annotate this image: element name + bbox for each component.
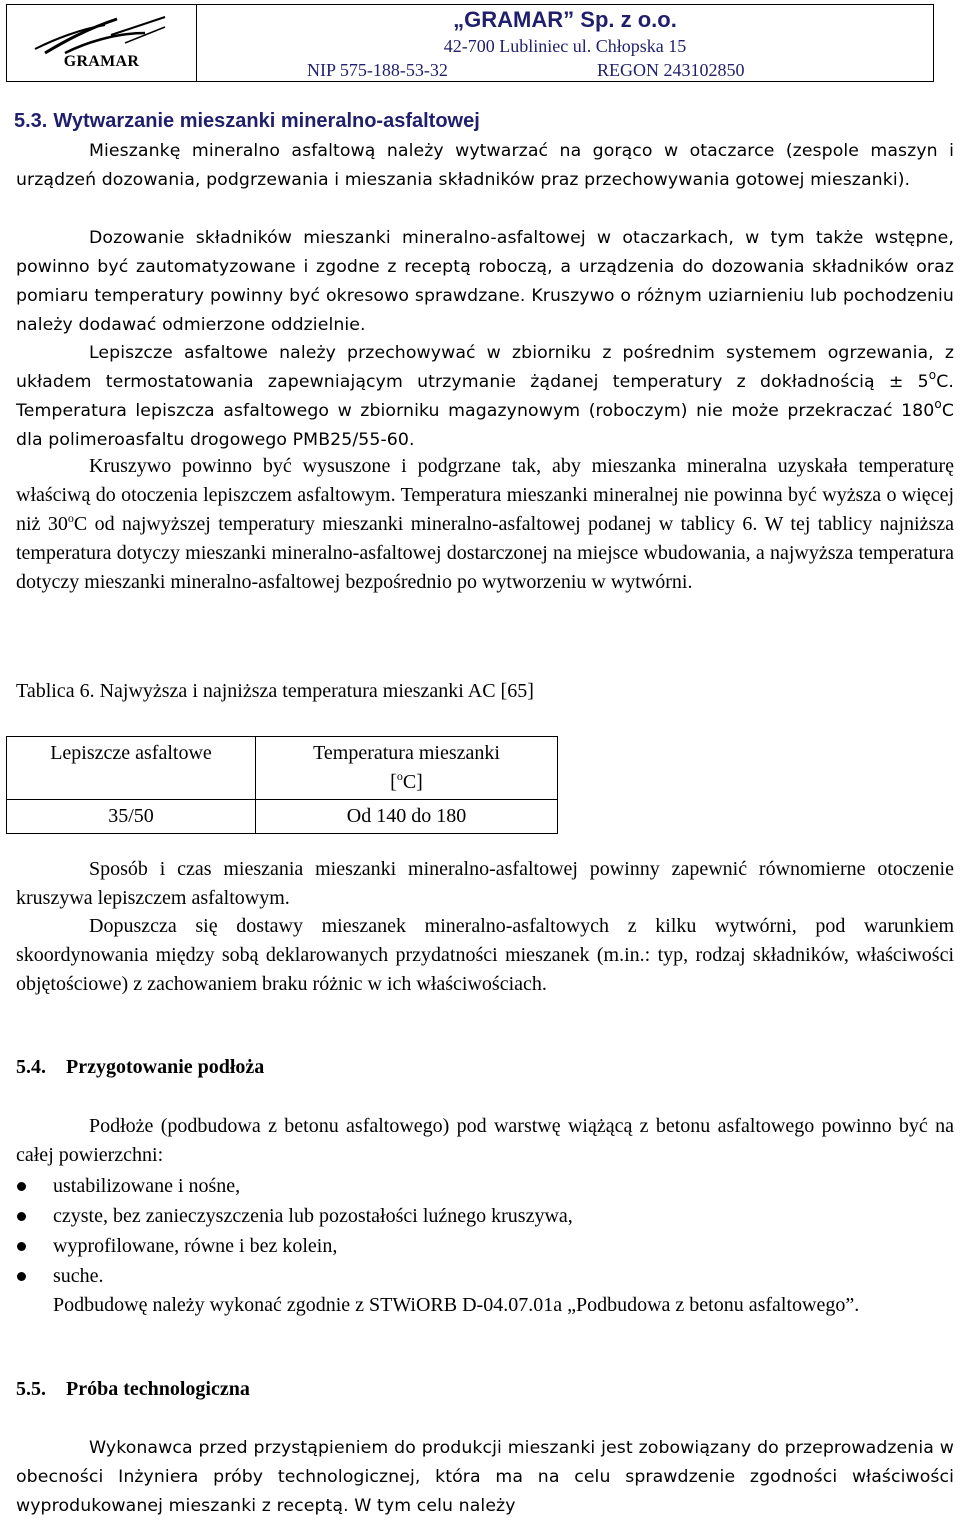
paragraph-base-course: Podbudowę należy wykonać zgodnie z STWiORB D-04.07.01a „Podbudowa z betonu asfaltowego”. xyxy=(53,1294,860,1316)
section-heading-5-4 xyxy=(16,1056,264,1079)
table-row xyxy=(7,800,558,834)
binder-text-1: Lepiszcze asfaltowe należy przechowywać w zbiorniku z pośrednim systemem ogrzewania, z układem termostatowania zapewniającym utrzymanie żądanej temperatury z dokładnością ± 5 xyxy=(16,343,954,392)
table-header-temperature xyxy=(256,737,558,800)
list-item: ustabilizowane i nośne, xyxy=(16,1171,573,1201)
logo-text: GRAMAR xyxy=(63,53,140,70)
paragraph-dosing: Dozowanie składników mieszanki mineralno-asfaltowej w otaczarkach, w tym także wstępne, powinno być zautomatyzowane i zgodne z receptą roboczą, a urządzenia do dozowania składników oraz pomiaru temperatury powinny być okresowo sprawdzane. Kruszywo o różnym uziarnieniu lub pochodzeniu należy dodawać odmierzone oddzielnie. xyxy=(16,228,954,335)
degree-sign: o xyxy=(396,769,403,783)
temperature-table xyxy=(6,736,558,834)
paragraph-production: Mieszankę mineralno asfaltową należy wytwarzać na gorąco w otaczarce (zespole maszyn i urządzeń dozowania, podgrzewania i mieszania składników praz przechowywania gotowej mieszanki). xyxy=(16,141,954,190)
company-regon: REGON 243102850 xyxy=(597,60,745,80)
section-title: Wytwarzanie mieszanki mineralno-asfaltowej xyxy=(53,110,480,132)
section-number: 5.3. xyxy=(14,110,48,132)
paragraph-deliveries: Dopuszcza się dostawy mieszanek mineralno-asfaltowych z kilku wytwórni, pod warunkiem skoordynowania między sobą deklarowanych przydatności mieszanek (m.in.: typ, rodzaj składników, właściwości objętościowe) z zachowaniem braku różnic w ich właściwościach. xyxy=(16,915,954,995)
cell-binder: 35/50 xyxy=(7,800,256,834)
binder-text-2: C. Temperatura lepiszcza asfaltowego w zbiorniku magazynowym (roboczym) nie może przekraczać 180 xyxy=(16,372,954,421)
logo-box xyxy=(7,5,197,81)
substrate-requirements-list xyxy=(16,1171,573,1291)
header-temp-line1: Temperatura mieszanki xyxy=(313,742,500,764)
section-number: 5.5. xyxy=(16,1378,46,1400)
paragraph-mixing: Sposób i czas mieszania mieszanki mineralno-asfaltowej powinny zapewnić równomierne otoczenie kruszywa lepiszczem asfaltowym. xyxy=(16,858,954,909)
section-number: 5.4. xyxy=(16,1056,46,1078)
table-header-row xyxy=(7,737,558,800)
header-temp-bracket: [ xyxy=(390,771,397,793)
company-name: „GRAMAR” Sp. z o.o. xyxy=(453,7,677,32)
company-address: 42-700 Lubliniec ul. Chłopska 15 xyxy=(443,36,687,56)
section-title: Próba technologiczna xyxy=(66,1378,250,1400)
section-heading-5-5 xyxy=(16,1378,250,1401)
letterhead xyxy=(6,4,934,82)
degree-sign: o xyxy=(67,511,74,525)
list-item: wyprofilowane, równe i bez kolein, xyxy=(16,1231,573,1261)
list-item: suche. xyxy=(16,1261,573,1291)
aggregate-text-1: Kruszywo powinno być wysuszone i podgrzane tak, aby mieszanka mineralna uzyskała temperaturę właściwą do otoczenia lepiszczem asfaltowym. Temperatura mieszanki mineralnej nie powinna być wyższa o więcej niż 30 xyxy=(16,455,954,535)
gramar-logo-icon xyxy=(25,13,175,57)
header-temp-unit: C] xyxy=(402,771,423,793)
table-caption xyxy=(16,680,534,703)
cell-temperature: Od 140 do 180 xyxy=(256,800,558,834)
degree-sign: o xyxy=(928,368,937,382)
paragraph-binder-storage xyxy=(16,339,954,455)
paragraph-aggregate xyxy=(16,452,954,597)
paragraph-technological-trial: Wykonawca przed przystąpieniem do produkcji mieszanki jest zobowiązany do przeprowadzenia w obecności Inżyniera próby technologicznej, która ma na celu sprawdzenie zgodności właściwości wyprodukowanej mieszanki z receptą. W tym celu należy xyxy=(16,1438,954,1516)
table-label: Tablica 6. xyxy=(16,680,95,702)
section-title: Przygotowanie podłoża xyxy=(66,1056,265,1078)
table-header-binder: Lepiszcze asfaltowe xyxy=(7,737,256,800)
binder-text-3: C dla polimeroasfaltu drogowego PMB25/55-60. xyxy=(16,401,954,450)
table-title: Najwyższa i najniższa temperatura mieszanki AC [65] xyxy=(99,680,534,702)
degree-sign: o xyxy=(934,397,942,411)
company-nip: NIP 575-188-53-32 xyxy=(307,60,448,80)
paragraph-substrate: Podłoże (podbudowa z betonu asfaltowego) pod warstwę wiążącą z betonu asfaltowego powinno być na całej powierzchni: xyxy=(16,1115,954,1166)
section-heading-5-3 xyxy=(14,110,480,133)
list-item: czyste, bez zanieczyszczenia lub pozostałości luźnego kruszywa, xyxy=(16,1201,573,1231)
aggregate-text-2: C od najwyższej temperatury mieszanki mineralno-asfaltowej podanej w tablicy 6. W tej tablicy najniższa temperatura dotyczy mieszanki mineralno-asfaltowej dostarczonej na miejsce wbudowania, a najwyższa temperatura dotyczy mieszanki mineralno-asfaltowej bezpośrednio po wytworzeniu w wytwórni. xyxy=(16,513,954,593)
